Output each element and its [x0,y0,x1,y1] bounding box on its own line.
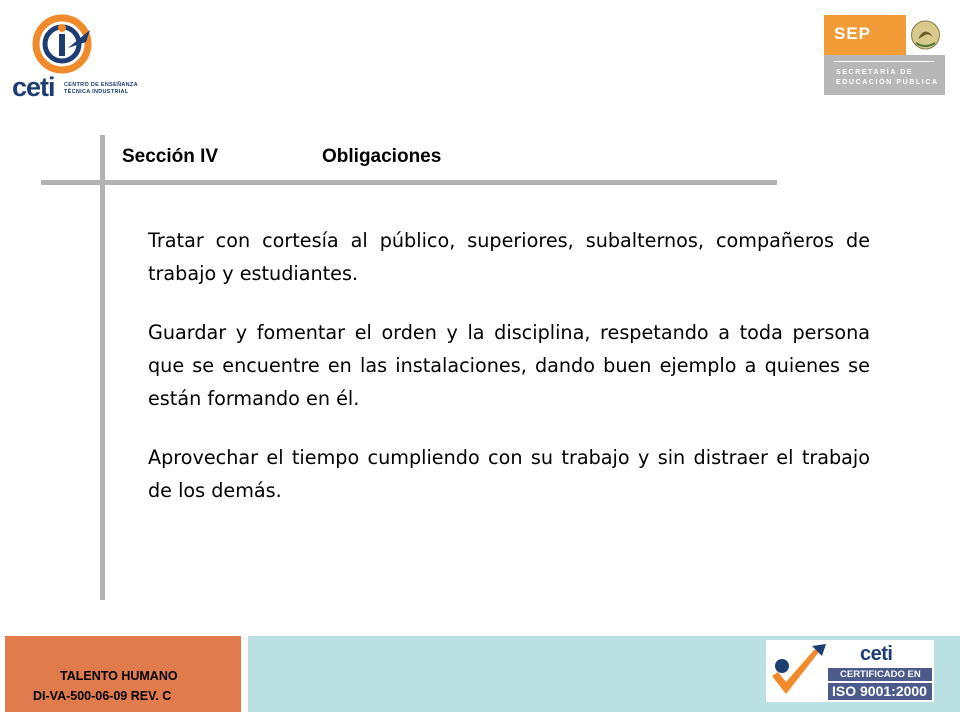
sep-logo-subtitle [836,68,939,88]
iso-certification-logo [766,640,934,702]
sep-subtitle-line2: EDUCACIÓN PÚBLICA [836,79,939,86]
horizontal-rule [41,180,777,185]
ceti-logo-text: ceti [12,72,55,102]
footer-document-code: DI-VA-500-06-09 REV. C [33,689,172,703]
iso-logo-brand: ceti [860,643,893,665]
sep-logo [824,15,945,95]
footer-department: TALENTO HUMANO [60,669,178,683]
sep-logo-text: SEP [834,24,872,43]
ceti-subtitle-line1: CENTRO DE ENSEÑANZA [64,82,138,88]
ceti-logo [10,12,138,104]
paragraph-order-discipline: Guardar y fomentar el orden y la disciplina, respetando a toda persona que se encuentre en las instalaciones, dando buen ejemplo a quienes se están formando en él. [148,321,870,410]
section-label: Sección IV [122,146,219,167]
vertical-rule [100,135,105,600]
mexican-seal-icon [906,15,945,55]
iso-standard-text: ISO 9001:2000 [832,683,927,699]
sep-logo-divider [834,61,934,62]
iso-certified-text: CERTIFICADO EN [840,669,921,680]
body-text [148,224,870,533]
section-title: Obligaciones [322,146,442,167]
sep-logo-banner [824,15,906,55]
ceti-emblem-icon [28,12,100,76]
ceti-logo-subtitle [64,82,138,96]
checkmark-emblem-icon [768,642,828,700]
sep-subtitle-line1: SECRETARÍA DE [836,69,914,76]
ceti-subtitle-line2: TÉCNICA INDUSTRIAL [64,89,129,95]
paragraph-use-of-time: Aprovechar el tiempo cumpliendo con su trabajo y sin distraer el trabajo de los demás. [148,446,870,502]
paragraph-courtesy: Tratar con cortesía al público, superiores, subalternos, compañeros de trabajo y estudiantes. [148,229,870,285]
